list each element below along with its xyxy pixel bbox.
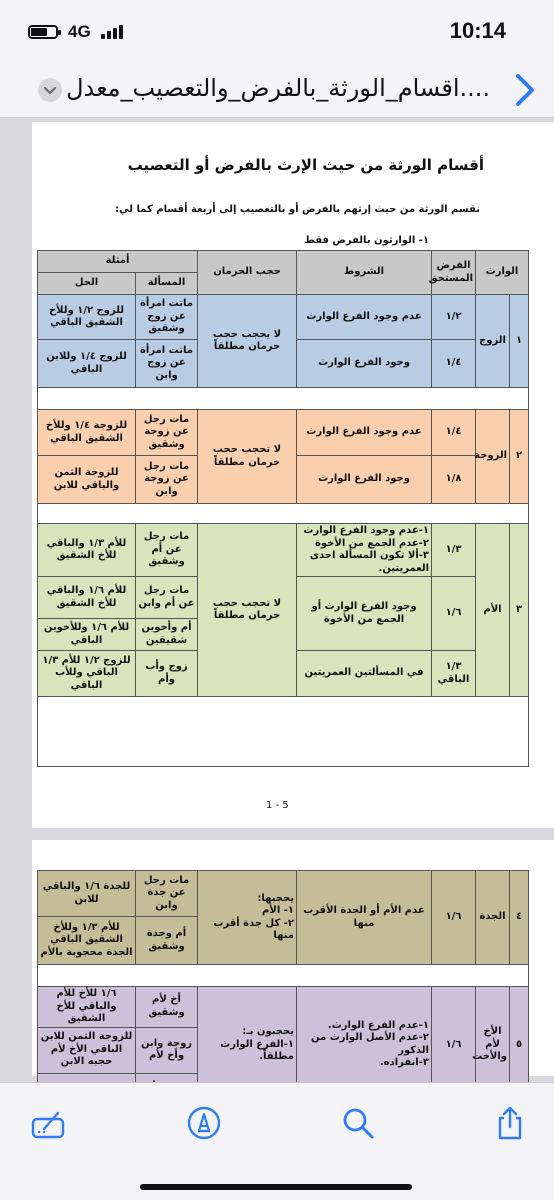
chevron-down-icon[interactable] — [38, 78, 62, 102]
condition-line: ١-عدم الفرع الوارث. — [327, 1019, 429, 1031]
status-indicators — [28, 22, 123, 42]
header-share: الفرض المستحق — [432, 251, 476, 295]
problem-cell: زوج وأب وأم — [136, 651, 198, 697]
header-solution: الحل — [38, 273, 136, 295]
condition-cell: عدم الأم أو الجدة الأقرب منها — [297, 871, 432, 965]
share-cell: ١/٢ — [432, 295, 476, 340]
search-icon[interactable] — [340, 1105, 376, 1141]
heir-name: الزوج — [476, 295, 510, 388]
nav-bar — [0, 62, 554, 118]
share-cell: ١/٣ — [432, 524, 476, 577]
condition-line: ٣-ألا تكون المسألة احدى العمريتين. — [309, 550, 430, 574]
share-cell: ١/٣ الباقي — [432, 651, 476, 697]
solution-cell: للجدة ١/٦ والباقي للابن — [38, 871, 136, 917]
share-cell: ١/٤ — [432, 340, 476, 388]
heir-name: الأم — [476, 524, 510, 697]
solution-cell: ١/٦ للأخ للأم والباقي للأخ الشقيق — [38, 987, 136, 1028]
row-number: ٥ — [510, 987, 529, 1104]
solution-cell: للأم ١/٣ وللأخ الشقيق الباقي الجدة محجوبة بالأم — [38, 917, 136, 965]
row-number: ٣ — [510, 524, 529, 697]
heirs-table-fixed-shares — [37, 250, 529, 767]
back-chevron-icon[interactable] — [508, 72, 538, 108]
exclusion-line: يحجبها: — [257, 892, 294, 904]
heir-name: الأخ لأم والأخت — [476, 987, 510, 1104]
share-cell: ١/٨ — [432, 456, 476, 504]
annotate-pen-icon[interactable] — [186, 1105, 222, 1141]
header-conditions: الشروط — [297, 251, 432, 295]
row-number: ١ — [510, 295, 529, 388]
condition-line: ٢-عدم الأصل الوارث من الذكور — [311, 1032, 429, 1056]
header-examples: أمثلة — [38, 251, 198, 273]
problem-cell: مات رجل عن جدة وابن — [136, 871, 198, 917]
problem-cell: مات رجل عن أم وابن — [136, 577, 198, 619]
condition-cell: وجود الفرع الوارث — [297, 456, 432, 504]
share-cell: ١/٦ — [432, 577, 476, 651]
document-page-2 — [32, 840, 554, 1076]
condition-cell: عدم وجود الفرع الوارث — [297, 410, 432, 456]
problem-cell: مات رجل عن زوجة وابن — [136, 456, 198, 504]
problem-cell: ماتت امرأة عن زوج وشقيق — [136, 295, 198, 340]
exclusion-cell — [198, 871, 297, 965]
problem-cell: مات رجل عن زوجة وشقيق — [136, 410, 198, 456]
solution-cell: للأم ١/٦ والباقي للأخ الشقيق — [38, 577, 136, 619]
exclusion-cell: لا تحجب حجب حرمان مطلقاً — [198, 410, 297, 504]
solution-cell: للزوجة ١/٤ وللأخ الشقيق الباقي — [38, 410, 136, 456]
solution-cell: للزوج ١/٢ للأم ١/٣ الباقي وللأب الباقي — [38, 651, 136, 697]
empty-row — [38, 697, 529, 767]
heir-name: الجدة — [476, 871, 510, 965]
battery-icon — [28, 25, 58, 39]
spacer-row — [38, 388, 529, 410]
exclusion-cell: لا يحجب حجب حرمان مطلقاً — [198, 295, 297, 388]
header-exclusion: حجب الحرمان — [198, 251, 297, 295]
section-subtitle: ١- الوارثون بالفرض فقط — [304, 235, 429, 246]
condition-line: ١-عدم وجود الفرع الوارث — [303, 525, 430, 536]
condition-cell: وجود الفرع الوارث — [297, 340, 432, 388]
solution-cell: للأم ١/٦ وللأخوين الباقي — [38, 619, 136, 651]
exclusion-line: ٢- كل جدة أقرب منها — [213, 917, 294, 941]
markup-icon[interactable] — [30, 1105, 66, 1141]
exclusion-line: ١-الفرع الوارث مطلقاً. — [220, 1038, 294, 1062]
problem-cell: أخ لأم وشقيق — [136, 987, 198, 1028]
network-label: 4G — [68, 22, 91, 41]
document-title[interactable]: ....اقسام_الورثة_بالفرض_والتعصيب_معدل — [66, 74, 490, 102]
solution-cell: للزوجة الثمن للابن الباقي الأخ لأم حجبه الابن — [38, 1027, 136, 1073]
row-number: ٤ — [510, 871, 529, 965]
intro-text: نقسم الورثة من حيث إرثهم بالفرض أو بالتعصيب إلى أربعة أقسام كما لي: — [115, 204, 480, 215]
conditions-list-cell — [297, 524, 432, 577]
problem-cell: زوجة وابن وأخ لأم — [136, 1027, 198, 1073]
heir-name: الزوجة — [476, 410, 510, 504]
heirs-table-continued — [37, 870, 529, 1104]
problem-cell: أم وجدة وشقيق — [136, 917, 198, 965]
spacer-row — [38, 965, 529, 987]
solution-cell: للزوج ١/٢ وللأخ الشقيق الباقي — [38, 295, 136, 340]
header-problem: المسألة — [136, 273, 198, 295]
problem-cell: أم وأخوين شقيقين — [136, 619, 198, 651]
bottom-toolbar — [0, 1082, 554, 1200]
home-indicator — [140, 1184, 412, 1190]
condition-cell: عدم وجود الفرع الوارث — [297, 295, 432, 340]
page-number: 1 - 5 — [266, 800, 289, 811]
share-cell: ١/٤ — [432, 410, 476, 456]
share-cell: ١/٦ — [432, 871, 476, 965]
signal-icon — [101, 25, 123, 39]
condition-cell: في المسألتين العمريتين — [297, 651, 432, 697]
exclusion-line: يحجبون بـ: — [242, 1026, 294, 1037]
spacer-row — [38, 504, 529, 524]
document-page-1 — [32, 122, 554, 828]
header-heir: الوارث — [476, 251, 529, 295]
solution-cell: للأم ١/٣ والباقي للأخ الشقيق — [38, 524, 136, 577]
status-time: 10:14 — [449, 18, 506, 43]
problem-cell: ماتت امرأة عن زوج وابن — [136, 340, 198, 388]
condition-cell: وجود الفرع الوارث أو الجمع من الأخوة — [297, 577, 432, 651]
condition-line: ٣-انفراده. — [379, 1057, 429, 1069]
exclusion-line: ١- الأم — [262, 905, 294, 916]
share-icon[interactable] — [492, 1105, 528, 1141]
condition-line: ٢-عدم الجمع من الأخوة — [315, 537, 430, 549]
solution-cell: للزوج ١/٤ وللابن الباقي — [38, 340, 136, 388]
problem-cell: مات رجل عن أم وشقيق — [136, 524, 198, 577]
solution-cell: للزوجة الثمن والباقي للابن — [38, 456, 136, 504]
exclusion-cell: لا تحجب حجب حرمان مطلقاً — [198, 524, 297, 697]
page-heading: أقسام الورثة من حيث الإرث بالفرض أو التعصيب — [127, 156, 484, 174]
row-number: ٢ — [510, 410, 529, 504]
status-bar — [0, 0, 554, 62]
share-cell: ١/٦ — [432, 987, 476, 1104]
